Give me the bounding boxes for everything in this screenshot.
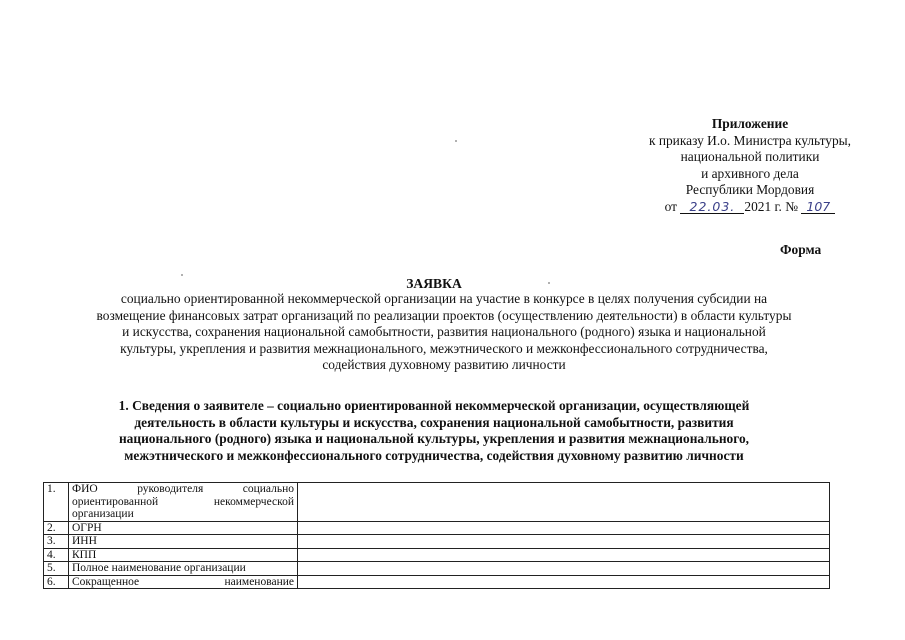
row-label: Сокращенное наименование [69,575,298,589]
appendix-line: и архивного дела [701,165,799,181]
section-heading-line: национального (родного) языка и национальной культуры, укрепления и развития межнационального, [118,431,750,447]
table-row [44,535,830,549]
row-label: ИНН [69,535,298,549]
table-row [44,575,830,589]
row-number: 3. [44,535,69,549]
row-label: ОГРН [69,521,298,535]
row-number: 4. [44,548,69,562]
section-heading-line: деятельность в области культуры и искусства, сохранения национальной самобытности, развития [134,414,734,430]
row-number: 1. [44,483,69,522]
table-row [44,562,830,576]
row-value[interactable] [298,521,830,535]
row-label-line: ориентированной некоммерческой [72,495,294,508]
section-heading-line: 1. Сведения о заявителе – социально ориентированной некоммерческой организации, осуществляющей [118,398,750,413]
appendix-header: Приложение [711,116,789,131]
handwritten-order-number: 107 [801,200,835,214]
row-value[interactable] [298,535,830,549]
intro-paragraph [20,291,868,374]
intro-line: возмещение финансовых затрат организаций по реализации проектов (осуществлению деятельности) в области культуры [96,307,792,323]
intro-line: и искусства, сохранения национальной самобытности, развития национального (родного) языка и национальной [122,324,766,339]
appendix-line: национальной политики [680,149,820,164]
row-label-line: организации [72,508,134,520]
appendix-line: Республики Мордовия [685,182,815,197]
handwritten-date: 22.03. [680,200,744,214]
section-heading-line: межэтнического и межконфессионального сотрудничества, содействия духовному развитию личности [124,448,744,464]
form-label: Форма [780,242,822,257]
appendix-line: к приказу И.о. Министра культуры, [648,132,852,148]
intro-line: социально ориентированной некоммерческой организации на участие в конкурсе в целях получения субсидии на [120,291,768,306]
row-number: 2. [44,521,69,535]
row-label: Полное наименование организации [69,562,298,576]
document-title: ЗАЯВКА [406,276,462,291]
intro-line: культуры, укрепления и развития межнационального, межэтнического и межконфессионального сотрудничества, [120,340,768,356]
row-label-line: ФИО руководителя социально [72,483,294,495]
section-heading [40,398,828,465]
table-row [44,548,830,562]
date-prefix: от [664,198,678,214]
table-row [44,521,830,535]
scan-speck [455,140,457,142]
row-number: 6. [44,575,69,589]
row-number: 5. [44,562,69,576]
intro-line: содействия духовному развитию личности [322,357,566,372]
row-label: КПП [69,548,298,562]
row-value[interactable] [298,483,830,522]
date-year: 2021 г. № [744,198,798,214]
row-label [69,483,298,522]
row-value[interactable] [298,575,830,589]
row-value[interactable] [298,562,830,576]
order-date-line [600,199,900,216]
applicant-info-table [43,482,830,589]
row-value[interactable] [298,548,830,562]
table-row [44,483,830,522]
appendix-block [600,116,900,215]
